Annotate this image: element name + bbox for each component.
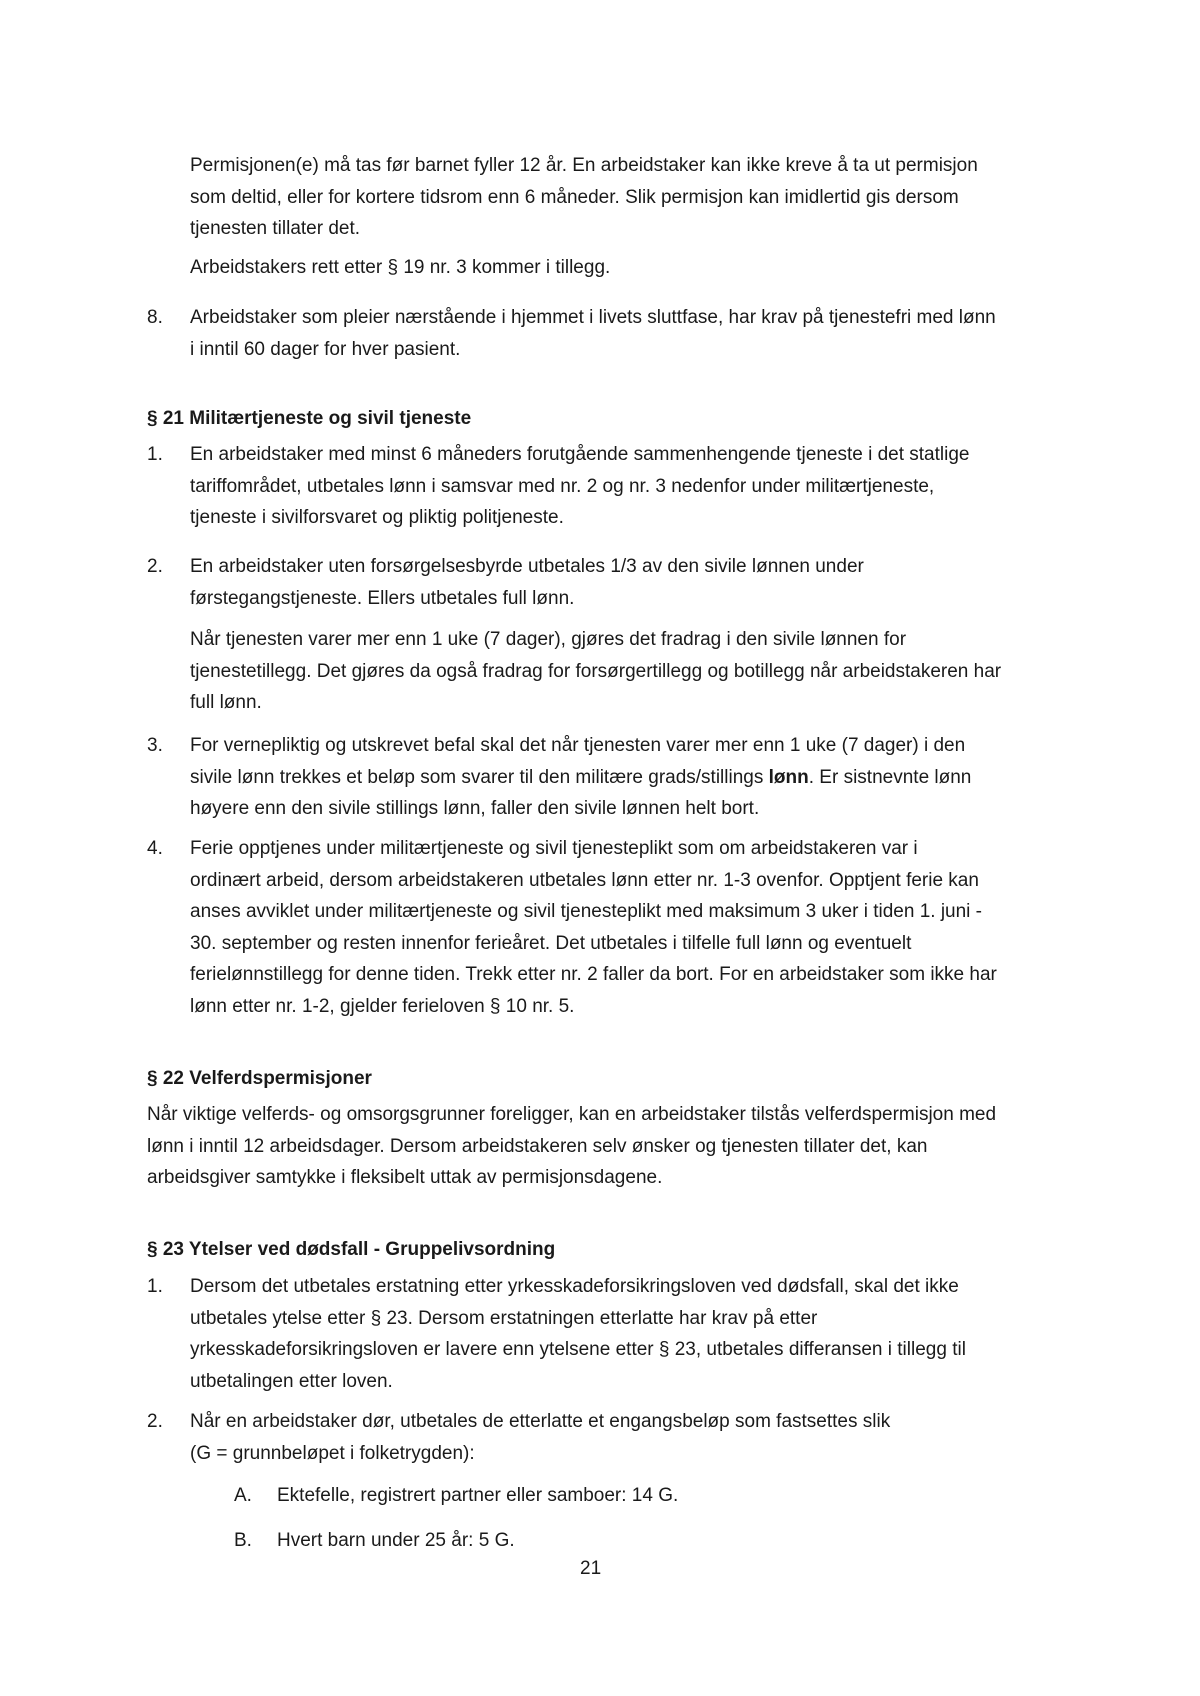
s22-paragraph bbox=[147, 1099, 1087, 1194]
item-number: 4. bbox=[147, 838, 163, 859]
text-line: Hvert barn under 25 år: 5 G. bbox=[277, 1530, 515, 1551]
text-line: tjenestetillegg. Det gjøres da også fradrag for forsørgertillegg og botillegg når arbeidstakeren har bbox=[190, 660, 1002, 682]
text-line: tjeneste i sivilforsvaret og pliktig politjeneste. bbox=[190, 507, 564, 528]
text-line: tariffområdet, utbetales lønn i samsvar med nr. 2 og nr. 3 nedenfor under militærtjeneste, bbox=[190, 475, 935, 497]
text-line: Arbeidstakers rett etter § 19 nr. 3 kommer i tillegg. bbox=[190, 257, 611, 278]
item-number: 2. bbox=[147, 556, 163, 577]
s23-item-1 bbox=[190, 1271, 1070, 1397]
s23-sub-item-a bbox=[277, 1480, 977, 1512]
s23-sub-item-b bbox=[277, 1525, 977, 1557]
text-line: i inntil 60 dager for hver pasient. bbox=[190, 338, 461, 360]
text-line: For vernepliktig og utskrevet befal skal det når tjenesten varer mer enn 1 uke (7 dager) i den bbox=[190, 735, 966, 756]
section-heading-23: § 23 Ytelser ved dødsfall - Gruppelivsordning bbox=[147, 1239, 556, 1260]
text-line: Ektefelle, registrert partner eller samboer: 14 G. bbox=[277, 1485, 679, 1506]
text-line: arbeidsgiver samtykke i fleksibelt uttak av permisjonsdagene. bbox=[147, 1167, 663, 1188]
section-heading-21: § 21 Militærtjeneste og sivil tjeneste bbox=[147, 408, 472, 429]
text-run: . Er sistnevnte lønn bbox=[808, 766, 972, 788]
text-line: førstegangstjeneste. Ellers utbetales full lønn. bbox=[190, 587, 575, 609]
text-line: lønn etter nr. 1-2, gjelder ferieloven § 10 nr. 5. bbox=[190, 995, 575, 1017]
text-line: En arbeidstaker med minst 6 måneders forutgående sammenhengende tjeneste i det statlige bbox=[190, 444, 970, 465]
text-line: full lønn. bbox=[190, 692, 262, 713]
text-run: sivile lønn trekkes et beløp som svarer til den militære grads/stillings bbox=[190, 766, 769, 788]
sub-item-label: A. bbox=[234, 1485, 252, 1506]
section-heading-22: § 22 Velferdspermisjoner bbox=[147, 1068, 372, 1089]
sub-item-label: B. bbox=[234, 1530, 252, 1551]
text-line: anses avviklet under militærtjeneste og sivil tjenesteplikt med maksimum 3 uker i tiden 1. juni - bbox=[190, 901, 982, 922]
text-line: (G = grunnbeløpet i folketrygden): bbox=[190, 1442, 475, 1464]
item-number: 1. bbox=[147, 444, 163, 465]
s21-item-3 bbox=[190, 730, 1070, 825]
item-number: 1. bbox=[147, 1276, 163, 1297]
text-line: utbetales ytelse etter § 23. Dersom erstatningen etterlatte har krav på etter bbox=[190, 1307, 818, 1329]
text-line: Dersom det utbetales erstatning etter yrkesskadeforsikringsloven ved dødsfall, skal det ikke bbox=[190, 1276, 959, 1297]
text-line: ordinært arbeid, dersom arbeidstakeren utbetales lønn etter nr. 1-3 ovenfor. Opptjent ferie kan bbox=[190, 869, 979, 891]
bold-text: lønn bbox=[768, 766, 809, 788]
paragraph-rett bbox=[190, 252, 1070, 284]
text-line: lønn i inntil 12 arbeidsdager. Dersom arbeidstakeren selv ønsker og tjenesten tillater det, kan bbox=[147, 1135, 928, 1157]
text-line: utbetalingen etter loven. bbox=[190, 1370, 393, 1392]
s21-item-4 bbox=[190, 833, 1070, 1022]
text-line: Arbeidstaker som pleier nærstående i hjemmet i livets sluttfase, har krav på tjenestefri med lønn bbox=[190, 307, 996, 328]
item-number: 8. bbox=[147, 307, 163, 328]
text-line: yrkesskadeforsikringsloven er lavere enn ytelsene etter § 23, utbetales differansen i tillegg til bbox=[190, 1339, 966, 1360]
text-line bbox=[190, 762, 1070, 794]
item-number: 3. bbox=[147, 735, 163, 756]
text-line: 30. september og resten innenfor ferieåret. Det utbetales i tilfelle full lønn og eventuelt bbox=[190, 932, 912, 954]
text-line: En arbeidstaker uten forsørgelsesbyrde utbetales 1/3 av den sivile lønnen under bbox=[190, 556, 864, 577]
text-line: Når tjenesten varer mer enn 1 uke (7 dager), gjøres det fradrag i den sivile lønnen for bbox=[190, 629, 907, 650]
text-line: tjenesten tillater det. bbox=[190, 218, 361, 239]
text-line: Permisjonen(e) må tas før barnet fyller 12 år. En arbeidstaker kan ikke kreve å ta ut permisjon bbox=[190, 155, 978, 176]
item-8-text bbox=[190, 302, 1070, 365]
s21-item-2-continued bbox=[190, 624, 1070, 719]
page-number: 21 bbox=[580, 1558, 602, 1579]
text-line: høyere enn den sivile stillings lønn, faller den sivile lønnen helt bort. bbox=[190, 798, 760, 819]
text-line: som deltid, eller for kortere tidsrom enn 6 måneder. Slik permisjon kan imidlertid gis dersom bbox=[190, 186, 959, 208]
paragraph-permisjon bbox=[190, 150, 1070, 245]
s21-item-1 bbox=[190, 439, 1070, 534]
text-line: ferielønnstillegg for denne tiden. Trekk etter nr. 2 faller da bort. For en arbeidstaker som ikke har bbox=[190, 964, 997, 985]
s23-item-2 bbox=[190, 1406, 1070, 1469]
s21-item-2 bbox=[190, 551, 1070, 614]
text-line: Når en arbeidstaker dør, utbetales de etterlatte et engangsbeløp som fastsettes slik bbox=[190, 1411, 891, 1432]
text-line: Når viktige velferds- og omsorgsgrunner foreligger, kan en arbeidstaker tilstås velferdspermisjon med bbox=[147, 1104, 997, 1125]
text-line: Ferie opptjenes under militærtjeneste og sivil tjenesteplikt som om arbeidstakeren var i bbox=[190, 838, 918, 859]
item-number: 2. bbox=[147, 1411, 163, 1432]
